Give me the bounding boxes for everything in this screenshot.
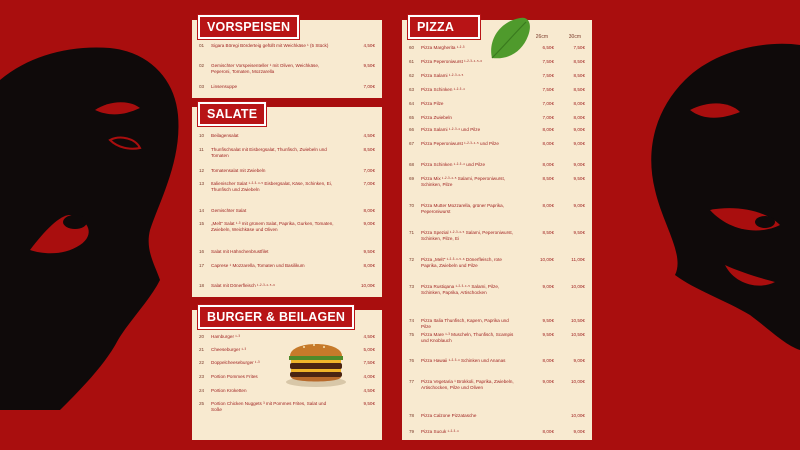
price-26cm: 9,50€: [542, 318, 554, 323]
price-26cm: 8,50€: [542, 230, 554, 235]
item-name: Sigara Böregi Börderteig gefüllt mit Weichkäse ¹ (5 Stück): [211, 43, 329, 48]
item-number: 16: [199, 249, 205, 254]
item-number: 63: [409, 87, 415, 92]
price-26cm: 9,00€: [542, 284, 554, 289]
price-30cm: 8,50€: [573, 59, 585, 64]
vorspeisen-title: VORSPEISEN: [198, 15, 299, 39]
size-26-header: 26cm: [535, 34, 548, 40]
item-price: 4,00€: [363, 374, 375, 379]
item-number: 11: [199, 147, 204, 152]
item-name: Portion Chicken Nuggets ³ mit Pommes Frites, Salat und Soße: [211, 401, 327, 412]
item-number: 10: [199, 133, 205, 138]
item-name: Pizza Schinken ¹·²·³·⁴: [421, 87, 465, 92]
item-price: 7,00€: [363, 181, 375, 186]
size-30-header: 30cm: [568, 34, 581, 40]
item-name: Tomatensalat mit Zwiebeln: [211, 168, 266, 173]
price-30cm: 7,50€: [573, 45, 585, 50]
price-30cm: 10,50€: [570, 318, 585, 323]
price-26cm: 7,50€: [542, 59, 554, 64]
item-name: Cheeseburger ¹·³: [211, 347, 246, 352]
vorspeisen-panel: [192, 20, 382, 98]
basil-leaf-image: [486, 16, 534, 64]
price-30cm: 9,00€: [573, 141, 585, 146]
item-name: Pizza Vegetaria ¹ Brokkoli, Paprika, Zwiebeln, Artischocken, Pilze und Oliven: [421, 379, 514, 390]
price-26cm: 7,00€: [542, 115, 554, 120]
item-name: Pizza Spezial ¹·²·³·⁴·⁵ Salami, Peperoniwurst, Schinken, Pilze, Ei: [421, 230, 513, 241]
item-price: 8,50€: [363, 147, 375, 152]
burger-panel: [192, 310, 382, 440]
item-name: Pizza Peperoniwurst ¹·²·³·⁴·⁵·⁶: [421, 59, 483, 64]
item-number: 20: [199, 334, 205, 339]
item-price: 4,50€: [363, 334, 375, 339]
item-number: 64: [409, 101, 415, 106]
item-price: 9,50€: [363, 63, 375, 68]
item-number: 74: [409, 318, 415, 323]
item-number: 15: [199, 221, 205, 226]
item-name: Thunfischsalat mit Eisbergsalat, Thunfisch, Zwiebeln und Tomaten: [211, 147, 327, 158]
price-26cm: 8,00€: [542, 127, 554, 132]
price-26cm: 8,00€: [542, 162, 554, 167]
price-30cm: 9,00€: [573, 203, 585, 208]
item-price: 9,50€: [363, 249, 375, 254]
item-name: Pizza „Melt" ¹·²·³·⁴·⁵·⁶ Dönerfleisch, rote Paprika, Zwiebeln und Pilze: [421, 257, 502, 268]
price-30cm: 10,00€: [570, 413, 585, 418]
pizza-panel: [402, 20, 592, 440]
item-number: 17: [199, 263, 205, 268]
price-30cm: 11,00€: [571, 257, 585, 262]
price-30cm: 9,00€: [573, 358, 585, 363]
left-face-illustration: [0, 0, 185, 450]
item-name: Pizza Mare ¹·³ Muscheln, Thunfisch, Scampis und Knoblauch: [421, 332, 514, 343]
item-name: Gemischter Salat: [211, 208, 247, 213]
item-name: Beilagensalat: [211, 133, 239, 138]
item-name: Salat mit Dönerfleisch ¹·²·³·⁴·⁵·⁶: [211, 283, 275, 288]
item-number: 14: [199, 208, 205, 213]
price-30cm: 9,50€: [573, 230, 585, 235]
price-30cm: 10,00€: [570, 284, 585, 289]
price-26cm: 7,50€: [542, 73, 554, 78]
item-name: Caprese ¹ Mozzarella, Tomaten und Basilikum: [211, 263, 305, 268]
item-name: Italienischer Salat ¹·²·³·⁴·⁵ Eisbergsalat, Käse, Schinken, Ei, Thunfisch und Zwiebeln: [211, 181, 333, 192]
item-number: 65: [409, 115, 415, 120]
item-number: 68: [409, 162, 415, 167]
price-26cm: 8,00€: [542, 141, 554, 146]
item-price: 5,00€: [363, 347, 375, 352]
item-number: 76: [409, 358, 415, 363]
item-number: 75: [409, 332, 415, 337]
item-name: Pizza Calzone Pizzatasche: [421, 413, 477, 418]
item-number: 73: [409, 284, 415, 289]
item-number: 24: [199, 388, 205, 393]
item-number: 69: [409, 176, 415, 181]
item-number: 61: [409, 59, 415, 64]
item-name: Portion Pommes Frites: [211, 374, 258, 379]
item-price: 4,50€: [363, 388, 375, 393]
item-price: 8,00€: [363, 208, 375, 213]
item-number: 66: [409, 127, 415, 132]
burger-title: BURGER & BEILAGEN: [198, 305, 354, 329]
item-number: 72: [409, 257, 415, 262]
pizza-title: PIZZA: [408, 15, 480, 39]
item-name: Pizza Zwiebeln: [421, 115, 452, 120]
item-number: 03: [199, 84, 205, 89]
price-26cm: 8,00€: [542, 358, 554, 363]
item-price: 8,00€: [363, 263, 375, 268]
item-name: Gemischter Vorspeisenteller ¹ mit Oliven, Weichkäse, Peperoni, Tomaten, Mozzarella: [211, 63, 320, 74]
item-price: 9,50€: [363, 401, 375, 406]
item-price: 4,50€: [363, 43, 375, 48]
item-name: Doppelcheeseburger ¹·³: [211, 360, 260, 365]
item-number: 71: [409, 230, 415, 235]
item-name: Hamburger ¹·³: [211, 334, 240, 339]
price-30cm: 9,50€: [573, 176, 585, 181]
price-26cm: 7,50€: [542, 87, 554, 92]
price-30cm: 9,00€: [573, 162, 585, 167]
price-30cm: 10,00€: [570, 379, 585, 384]
item-name: Pizza Italia Thunfisch, Kapern, Paprika und Pilze: [421, 318, 509, 329]
item-name: Pizza Salami ¹·²·³·⁴·⁵: [421, 73, 464, 78]
item-number: 60: [409, 45, 415, 50]
item-price: 9,00€: [363, 221, 375, 226]
item-name: Pizza Schinken ¹·²·³·⁴ und Pilze: [421, 162, 486, 167]
item-number: 70: [409, 203, 415, 208]
price-26cm: 8,50€: [542, 176, 554, 181]
item-name: Salat mit Hähnchenbrustfilet: [211, 249, 269, 254]
salate-title: SALATE: [198, 102, 266, 126]
item-name: Pizza Rustiqana ¹·²·³·⁴·⁵ Salami, Pilze, Schinken, Paprika, Artischocken: [421, 284, 500, 295]
item-number: 18: [199, 283, 205, 288]
item-name: Portion Kroketten: [211, 388, 247, 393]
item-number: 13: [199, 181, 205, 186]
price-26cm: 8,00€: [542, 429, 554, 434]
price-30cm: 8,00€: [573, 101, 585, 106]
item-name: Pizza Pilze: [421, 101, 444, 106]
price-26cm: 9,50€: [542, 332, 554, 337]
price-26cm: 6,50€: [542, 45, 554, 50]
item-number: 79: [409, 429, 415, 434]
price-30cm: 8,00€: [573, 115, 585, 120]
item-price: 4,50€: [363, 133, 375, 138]
price-30cm: 8,50€: [573, 87, 585, 92]
item-number: 21: [199, 347, 205, 352]
price-30cm: 10,50€: [570, 332, 585, 337]
item-number: 78: [409, 413, 415, 418]
item-price: 7,00€: [363, 168, 375, 173]
price-30cm: 9,00€: [573, 429, 585, 434]
salate-panel: [192, 107, 382, 297]
item-name: Pizza Mix ¹·²·³·⁴·⁵ Salami, Peperoniwurst, Schinken, Pilze: [421, 176, 506, 187]
item-number: 77: [409, 379, 415, 384]
item-number: 02: [199, 63, 205, 68]
price-26cm: 10,00€: [539, 257, 554, 262]
item-name: Pizza Margherita ¹·²·³: [421, 45, 465, 50]
item-name: „Melt" Salat ¹·³ mit grünem Salat, Paprika, Gurken, Tomaten, Zwiebeln, Weichkäse und Oliven: [211, 221, 334, 232]
item-price: 7,50€: [363, 360, 375, 365]
price-26cm: 9,00€: [542, 379, 554, 384]
item-number: 67: [409, 141, 415, 146]
item-price: 7,00€: [363, 84, 375, 89]
item-name: Pizza Hawaii ¹·²·³·⁴ Schinken und Ananas: [421, 358, 506, 363]
item-number: 25: [199, 401, 205, 406]
item-name: Pizza Salami ¹·²·³·⁴ und Pilze: [421, 127, 481, 132]
item-price: 10,00€: [360, 283, 375, 288]
item-number: 01: [199, 43, 205, 48]
item-number: 22: [199, 360, 205, 365]
item-name: Linsensuppe: [211, 84, 238, 89]
item-number: 23: [199, 374, 205, 379]
price-26cm: 8,00€: [542, 203, 554, 208]
item-name: Pizza Peperoniwurst ¹·²·³·⁴·⁵ und Pilze: [421, 141, 499, 146]
price-30cm: 9,00€: [573, 127, 585, 132]
price-26cm: 7,00€: [542, 101, 554, 106]
item-number: 12: [199, 168, 205, 173]
item-number: 62: [409, 73, 415, 78]
right-face-illustration: [615, 0, 800, 450]
item-name: Pizza Sucuk ¹·²·³·⁴: [421, 429, 459, 434]
price-30cm: 8,50€: [573, 73, 585, 78]
item-name: Pizza Mutter Mozzarella, grüner Paprika, Peperoniwurst: [421, 203, 504, 214]
